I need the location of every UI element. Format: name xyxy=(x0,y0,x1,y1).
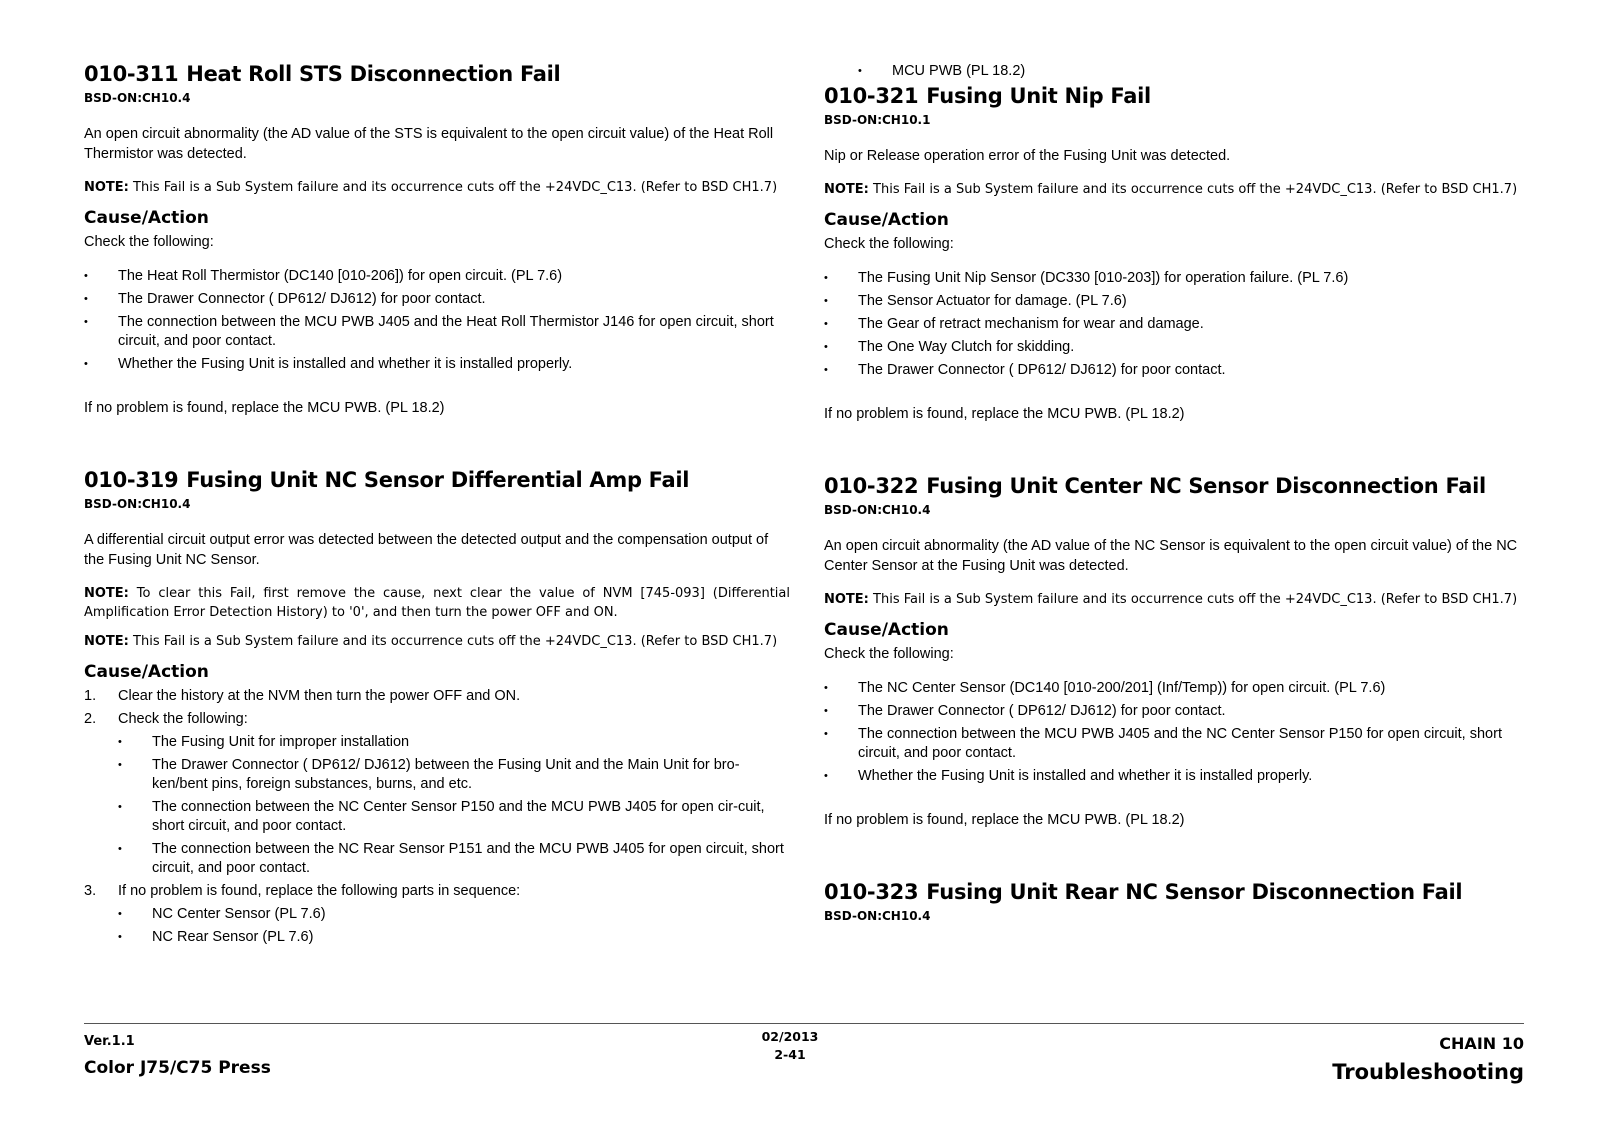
page-number: 2-41 xyxy=(774,1047,806,1062)
step-number: 1. xyxy=(84,688,97,704)
note xyxy=(824,180,1524,199)
footer-version: Ver.1.1 xyxy=(84,1034,135,1049)
check-intro: Check the following: xyxy=(824,236,954,252)
section-title xyxy=(824,472,1524,500)
fault-code: 010-323 xyxy=(824,880,919,904)
footer-date-page xyxy=(740,1028,840,1064)
step-item xyxy=(84,687,790,706)
fault-code: 010-311 xyxy=(84,62,179,86)
section-title xyxy=(824,878,1524,906)
step-item xyxy=(84,882,790,947)
continued-list-item: • MCU PWB (PL 18.2) xyxy=(858,62,1524,80)
section-010-321 xyxy=(824,82,1524,424)
sub-list xyxy=(118,733,790,878)
list-item: • The Fusing Unit Nip Sensor (DC330 [010-203]) for operation failure. (PL 7.6) xyxy=(824,269,1524,288)
section-spacer xyxy=(824,424,1524,472)
fault-code: 010-321 xyxy=(824,84,919,108)
resolution-text: If no problem is found, replace the MCU PWB. (PL 18.2) xyxy=(84,400,445,416)
section-spacer xyxy=(84,418,790,466)
list-item: • NC Rear Sensor (PL 7.6) xyxy=(118,928,790,947)
footer-section: Troubleshooting xyxy=(1332,1060,1524,1084)
bsd-reference: BSD-ON:CH10.1 xyxy=(824,113,931,127)
step-text: If no problem is found, replace the following parts in sequence: xyxy=(118,883,521,899)
list-item: • Whether the Fusing Unit is installed and whether it is installed properly. xyxy=(84,355,790,374)
list-item: • The Drawer Connector ( DP612/ DJ612) for poor contact. xyxy=(824,702,1524,721)
note-label: NOTE: xyxy=(824,182,869,197)
section-spacer xyxy=(824,830,1524,878)
note-text: This Fail is a Sub System failure and its occurrence cuts off the +24VDC_C13. (Refer to BSD CH1.7) xyxy=(133,634,778,649)
fault-description: An open circuit abnormality (the AD value of the NC Sensor is equivalent to the open circuit value) of the NC Center Sensor at the Fusing Unit was detected. xyxy=(824,538,1518,574)
sub-list xyxy=(118,905,790,947)
step-number: 3. xyxy=(84,883,97,899)
cause-action-heading: Cause/Action xyxy=(824,620,949,640)
list-item: • The connection between the MCU PWB J405 and the Heat Roll Thermistor J146 for open circuit, short circuit, and poor contact. xyxy=(84,313,790,351)
fault-description: Nip or Release operation error of the Fusing Unit was detected. xyxy=(824,148,1231,164)
resolution-text: If no problem is found, replace the MCU PWB. (PL 18.2) xyxy=(824,812,1185,828)
footer-product: Color J75/C75 Press xyxy=(84,1058,271,1078)
left-column xyxy=(84,60,790,951)
note-label: NOTE: xyxy=(84,586,129,601)
note-text: To clear this Fail, first remove the cause, next clear the value of NVM [745-093] (Differential Amplification Error Detection History) to '0', and then turn the power OFF and ON. xyxy=(84,586,790,620)
fault-title: Fusing Unit Nip Fail xyxy=(926,84,1151,108)
check-intro: Check the following: xyxy=(84,234,214,250)
section-title xyxy=(84,60,790,88)
resolution-text: If no problem is found, replace the MCU PWB. (PL 18.2) xyxy=(824,406,1185,422)
footer-date: 02/2013 xyxy=(761,1029,819,1044)
note-text: This Fail is a Sub System failure and its occurrence cuts off the +24VDC_C13. (Refer to BSD CH1.7) xyxy=(133,180,778,195)
bsd-reference: BSD-ON:CH10.4 xyxy=(824,503,931,517)
bsd-reference: BSD-ON:CH10.4 xyxy=(84,497,191,511)
list-item: • The Sensor Actuator for damage. (PL 7.6) xyxy=(824,292,1524,311)
fault-title: Fusing Unit Center NC Sensor Disconnection Fail xyxy=(926,474,1486,498)
fault-title: Fusing Unit NC Sensor Differential Amp Fail xyxy=(186,468,690,492)
note-text: This Fail is a Sub System failure and its occurrence cuts off the +24VDC_C13. (Refer to BSD CH1.7) xyxy=(873,182,1518,197)
note-label: NOTE: xyxy=(84,180,129,195)
note xyxy=(84,178,790,197)
cause-action-heading: Cause/Action xyxy=(84,208,209,228)
step-text: Clear the history at the NVM then turn the power OFF and ON. xyxy=(118,688,521,704)
check-list xyxy=(824,269,1524,380)
list-item: • The connection between the MCU PWB J405 and the NC Center Sensor P150 for open circuit, short circuit, and poor contact. xyxy=(824,725,1524,763)
step-item xyxy=(84,710,790,878)
fault-code: 010-319 xyxy=(84,468,179,492)
list-item: • The Drawer Connector ( DP612/ DJ612) for poor contact. xyxy=(84,290,790,309)
note-label: NOTE: xyxy=(84,634,129,649)
fault-title: Heat Roll STS Disconnection Fail xyxy=(186,62,561,86)
step-text: Check the following: xyxy=(118,711,248,727)
list-item: • The Heat Roll Thermistor (DC140 [010-206]) for open circuit. (PL 7.6) xyxy=(84,267,790,286)
list-item: • The One Way Clutch for skidding. xyxy=(824,338,1524,357)
fault-title: Fusing Unit Rear NC Sensor Disconnection Fail xyxy=(926,880,1463,904)
step-number: 2. xyxy=(84,711,97,727)
step-list xyxy=(84,687,790,947)
note-text: This Fail is a Sub System failure and its occurrence cuts off the +24VDC_C13. (Refer to BSD CH1.7) xyxy=(873,592,1518,607)
cause-action-heading: Cause/Action xyxy=(824,210,949,230)
list-item: • The Drawer Connector ( DP612/ DJ612) between the Fusing Unit and the Main Unit for bro-ken/bent pins, foreign substances, burns, and etc. xyxy=(118,756,790,794)
note xyxy=(84,632,790,651)
fault-description: A differential circuit output error was detected between the detected output and the compensation output of the Fusing Unit NC Sensor. xyxy=(84,532,769,568)
list-item: • The NC Center Sensor (DC140 [010-200/201] (Inf/Temp)) for open circuit. (PL 7.6) xyxy=(824,679,1524,698)
note-label: NOTE: xyxy=(824,592,869,607)
right-column xyxy=(824,62,1524,924)
bsd-reference: BSD-ON:CH10.4 xyxy=(84,91,191,105)
list-item: • The Drawer Connector ( DP612/ DJ612) for poor contact. xyxy=(824,361,1524,380)
list-item: • The Fusing Unit for improper installation xyxy=(118,733,790,752)
footer-chain: CHAIN 10 xyxy=(1439,1034,1524,1053)
note xyxy=(824,590,1524,609)
fault-code: 010-322 xyxy=(824,474,919,498)
cause-action-heading: Cause/Action xyxy=(84,662,209,682)
check-intro: Check the following: xyxy=(824,646,954,662)
section-010-319 xyxy=(84,466,790,947)
section-010-323 xyxy=(824,878,1524,924)
list-item: • NC Center Sensor (PL 7.6) xyxy=(118,905,790,924)
bsd-reference: BSD-ON:CH10.4 xyxy=(824,909,931,923)
list-item: • The connection between the NC Rear Sensor P151 and the MCU PWB J405 for open circuit, short circuit, and poor contact. xyxy=(118,840,790,878)
section-title xyxy=(824,82,1524,110)
fault-description: An open circuit abnormality (the AD value of the STS is equivalent to the open circuit value) of the Heat Roll Thermistor was detected. xyxy=(84,126,774,162)
list-item: • Whether the Fusing Unit is installed and whether it is installed properly. xyxy=(824,767,1524,786)
footer-divider xyxy=(84,1023,1524,1024)
check-list xyxy=(824,679,1524,786)
check-list xyxy=(84,267,790,374)
list-item: • The connection between the NC Center Sensor P150 and the MCU PWB J405 for open cir-cuit, short circuit, and poor contact. xyxy=(118,798,790,836)
section-title xyxy=(84,466,790,494)
section-010-311 xyxy=(84,60,790,418)
section-010-322 xyxy=(824,472,1524,830)
note xyxy=(84,584,790,622)
list-item: • The Gear of retract mechanism for wear and damage. xyxy=(824,315,1524,334)
